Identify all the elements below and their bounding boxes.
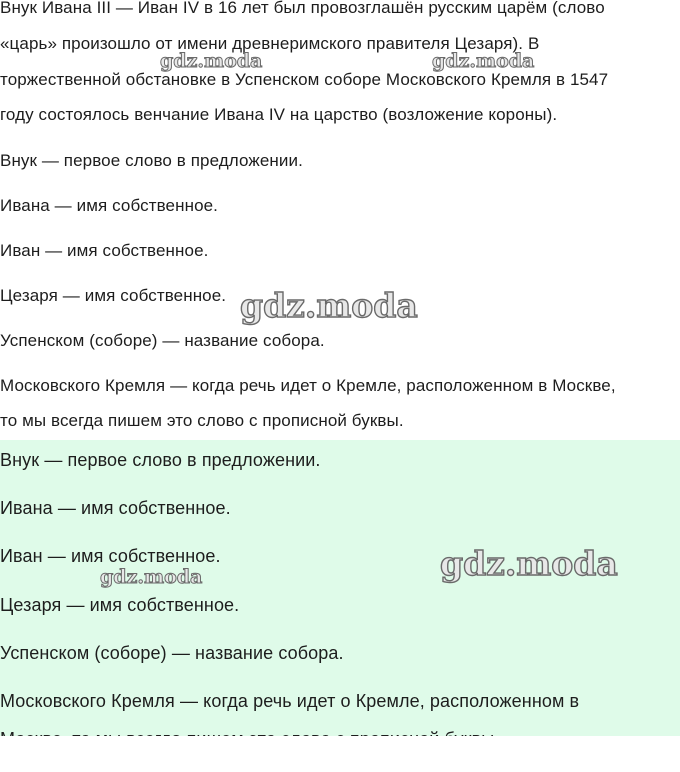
text-line: Иван — имя собственное.	[0, 546, 221, 566]
text-line: Московского Кремля — когда речь идет о Кремле, расположенном в	[0, 691, 580, 711]
watermark: gdz.moda	[240, 286, 418, 325]
text-line: Цезаря — имя собственное.	[0, 286, 227, 305]
page-bottom-margin	[0, 736, 680, 772]
text-line: Иван — имя собственное.	[0, 241, 209, 260]
text-line: Ивана — имя собственное.	[0, 196, 218, 215]
text-line: Московского Кремля — когда речь идет о Кремле, расположенном в Москве,	[0, 376, 616, 395]
text-line: Ивана — имя собственное.	[0, 498, 231, 518]
text-line: торжественной обстановке в Успенском соборе Московского Кремля в 1547	[0, 70, 609, 89]
text-line: году состоялось венчание Ивана IV на царство (возложение короны).	[0, 105, 558, 124]
answer-section	[0, 440, 680, 736]
watermark: gdz.moda	[160, 50, 263, 72]
text-line: Успенском (соборе) — название собора.	[0, 643, 344, 663]
text-line: Внук Ивана III — Иван IV в 16 лет был провозглашён русским царём (слово	[0, 0, 605, 17]
watermark: gdz.moda	[440, 544, 618, 583]
watermark: gdz.moda	[100, 566, 203, 588]
text-line: «царь» произошло от имени древнеримского правителя Цезаря). В	[0, 34, 540, 53]
text-line: Внук — первое слово в предложении.	[0, 450, 321, 470]
text-line: то мы всегда пишем это слово с прописной буквы.	[0, 411, 404, 430]
text-line: Внук — первое слово в предложении.	[0, 151, 303, 170]
text-line: Успенском (соборе) — название собора.	[0, 331, 325, 350]
watermark: gdz.moda	[432, 50, 535, 72]
text-line: Цезаря — имя собственное.	[0, 595, 240, 615]
